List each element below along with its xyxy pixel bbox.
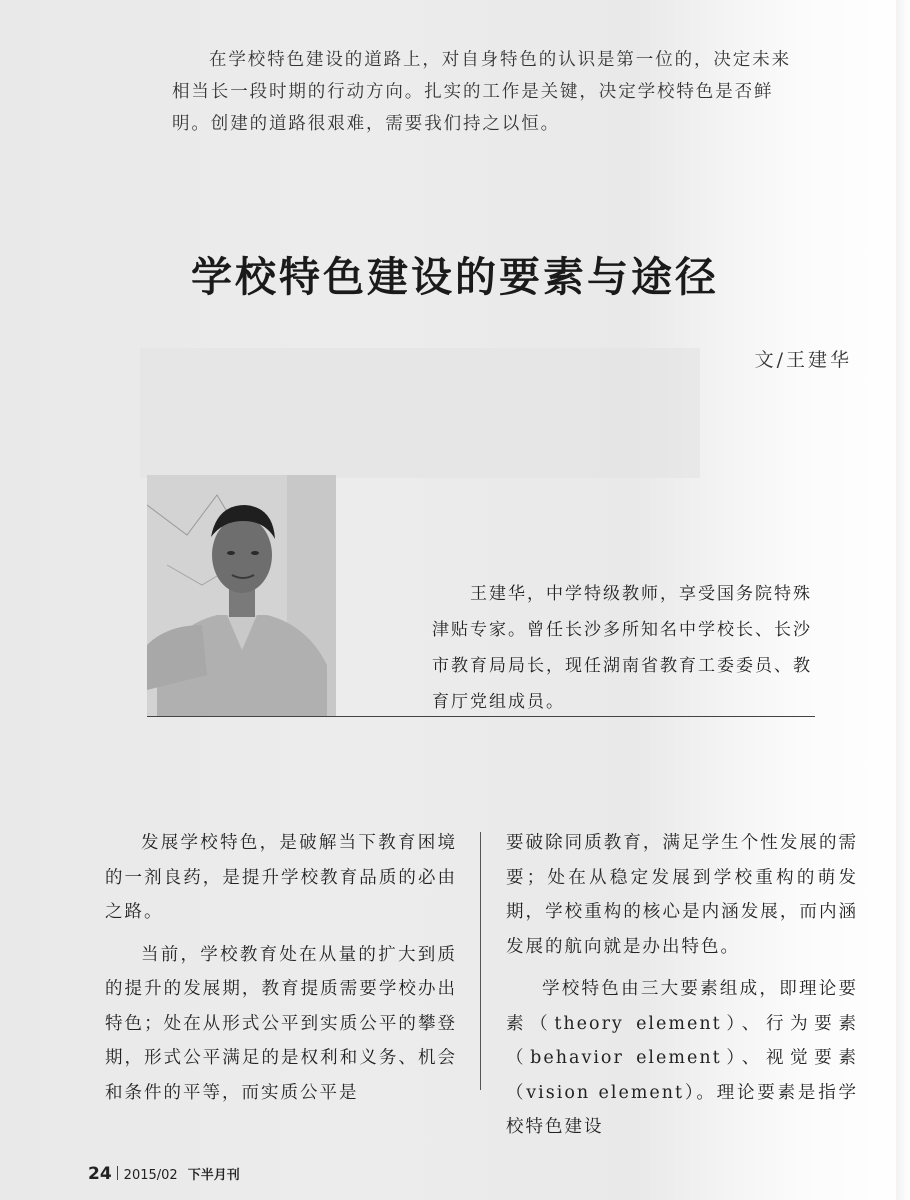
body-paragraph: 学校特色由三大要素组成，即理论要素（theory element）、行为要素（behavior element）、视觉要素（vision element）。理论要素是指学校特色建设	[506, 979, 858, 1137]
issue-title: 下半月刊	[187, 1168, 240, 1183]
background-panel	[140, 348, 700, 478]
body-paragraph: 当前，学校教育处在从量的扩大到质的提升的发展期，教育提质需要学校办出特色；处在从形式公平到实质公平的攀登期，形式公平满足的是权利和义务、机会和条件的平等，而实质公平是	[105, 944, 457, 1103]
issue-number: 2015/02	[123, 1168, 178, 1183]
section-divider	[147, 716, 815, 717]
author-bio	[432, 576, 818, 720]
body-paragraph: 发展学校特色，是破解当下教育困境的一剂良药，是提升学校教育品质的必由之路。	[105, 833, 457, 922]
author-photo	[147, 475, 336, 716]
author-byline: 文/王建华	[754, 349, 852, 371]
intro-text: 在学校特色建设的道路上，对自身特色的认识是第一位的，决定未来相当长一段时期的行动方向。扎实的工作是关键，决定学校特色是否鲜明。创建的道路很艰难，需要我们持之以恒。	[172, 50, 791, 134]
footer-separator	[117, 1166, 118, 1180]
page-footer	[88, 1164, 240, 1184]
intro-paragraph	[172, 44, 800, 140]
body-column-right	[506, 826, 858, 1153]
author-bio-text: 王建华，中学特级教师，享受国务院特殊津贴专家。曾任长沙多所知名中学校长、长沙市教育局局长，现任湖南省教育工委委员、教育厅党组成员。	[432, 584, 812, 712]
portrait-illustration	[147, 475, 336, 716]
page-number: 24	[88, 1164, 112, 1184]
body-column-left	[105, 826, 457, 1118]
body-paragraph: 要破除同质教育，满足学生个性发展的需要；处在从稳定发展到学校重构的萌发期，学校重构的核心是内涵发展，而内涵发展的航向就是办出特色。	[506, 833, 858, 957]
page-edge	[896, 0, 910, 1200]
column-divider	[480, 832, 481, 1090]
article-title: 学校特色建设的要素与途径	[191, 253, 719, 301]
